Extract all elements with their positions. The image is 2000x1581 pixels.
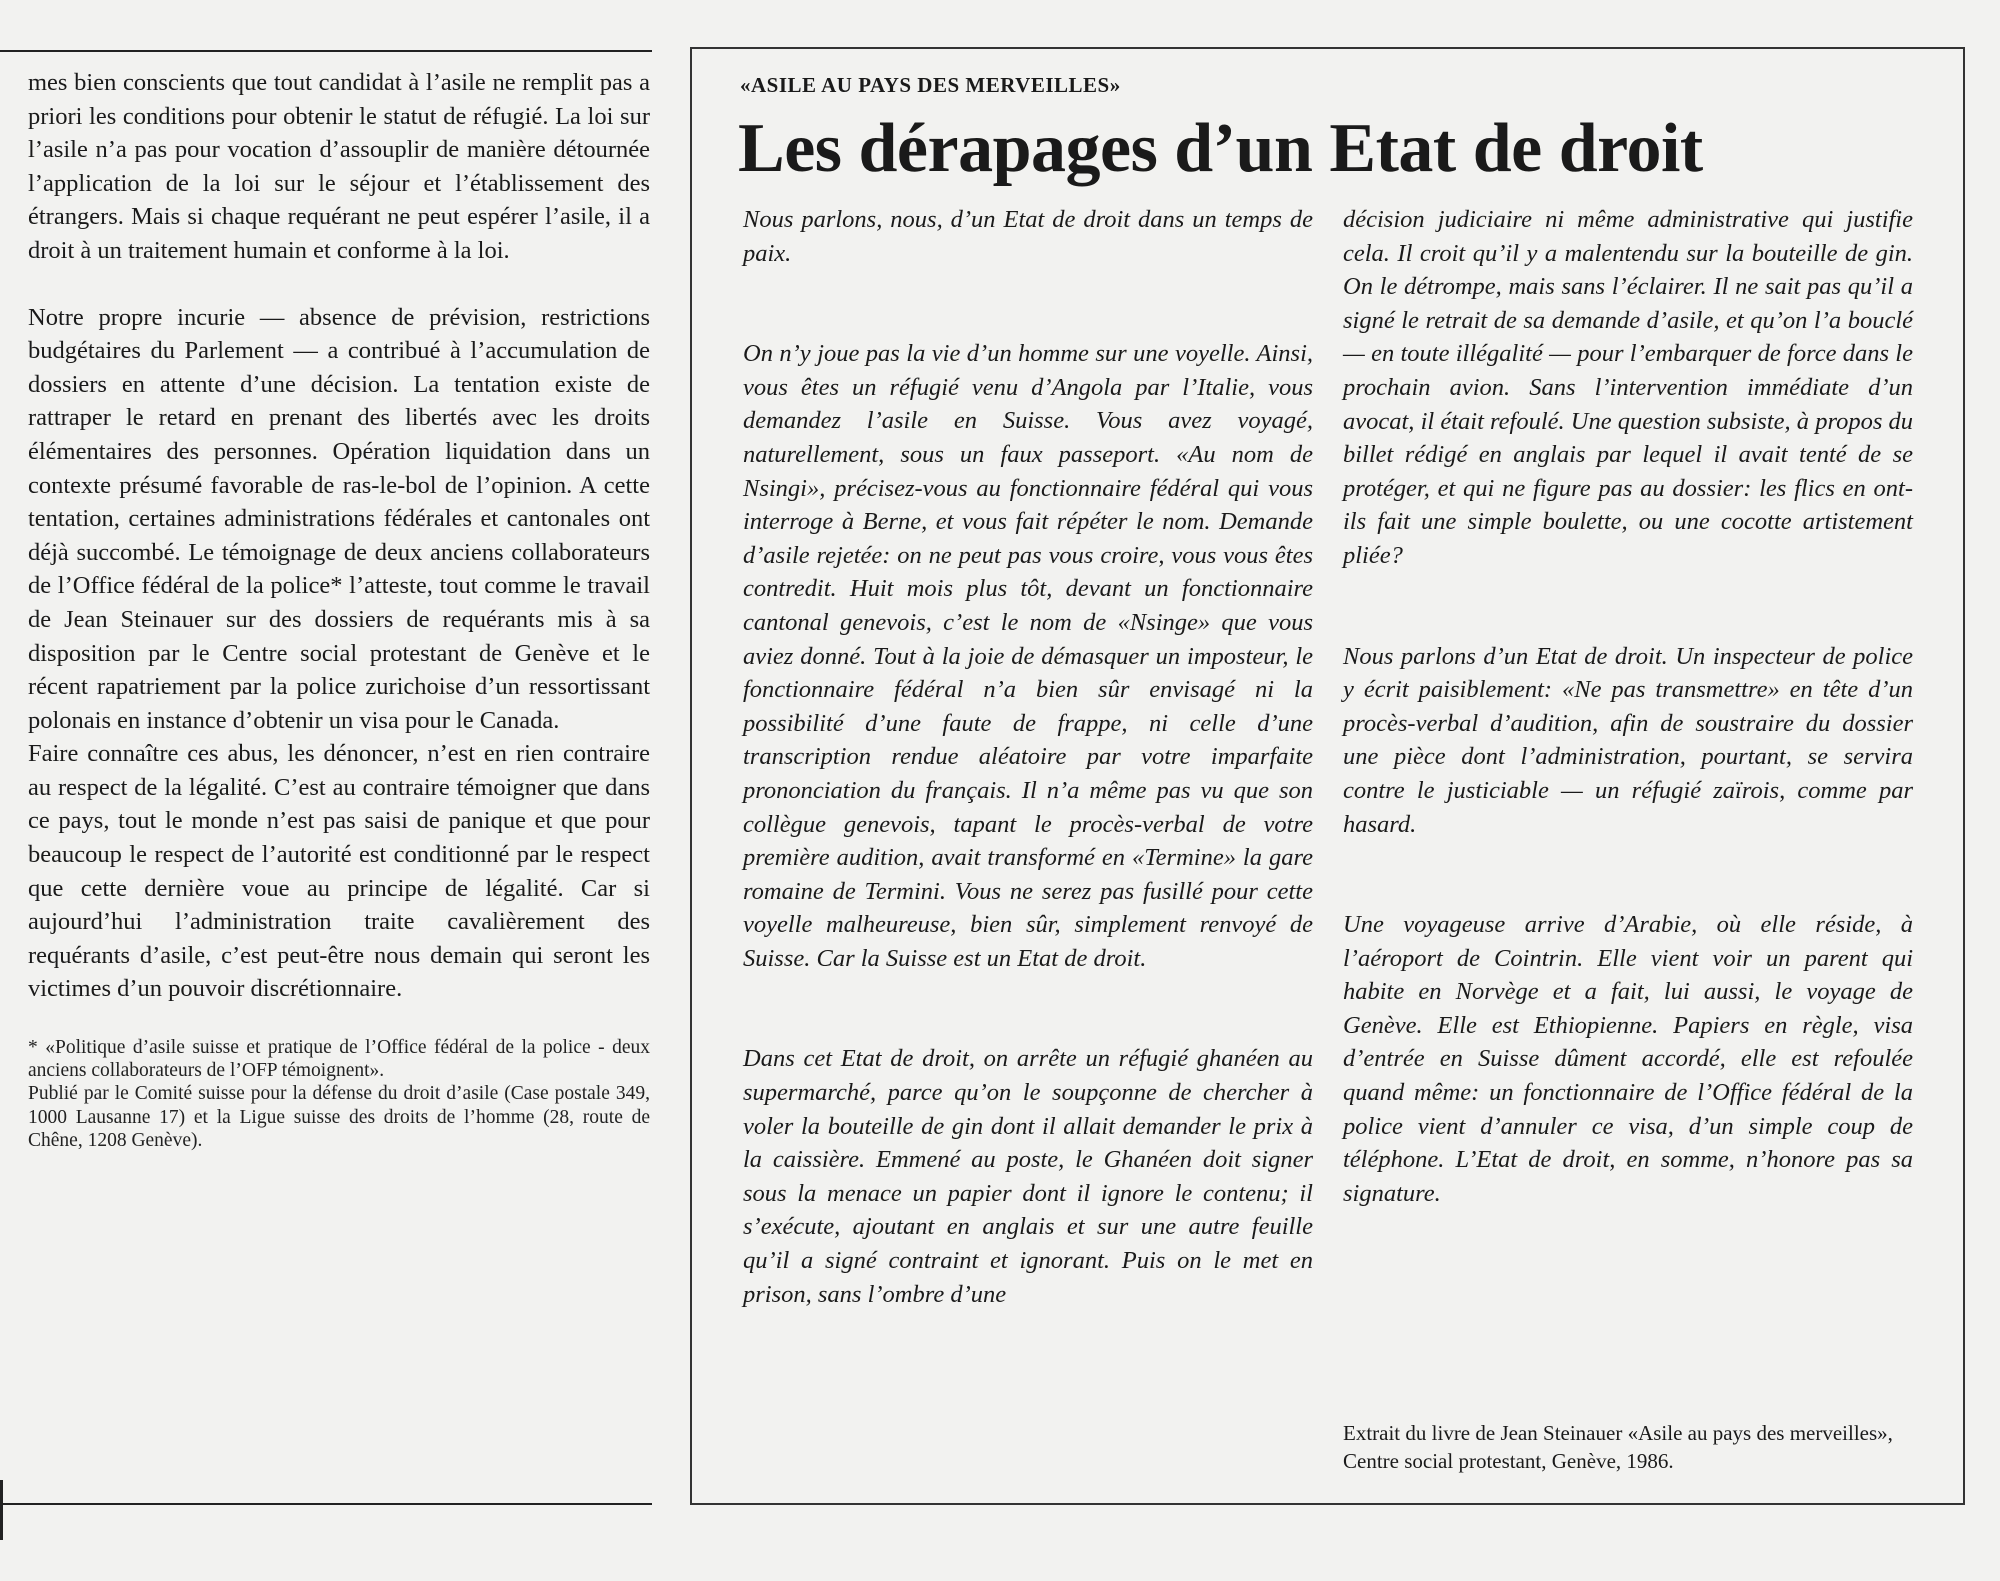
source-citation: Extrait du livre de Jean Steinauer «Asile au pays des merveilles», Centre social protestant, Genève, 1986. <box>1343 1421 1893 1473</box>
footnote <box>28 1036 650 1152</box>
headline: Les dérapages d’un Etat de droit <box>738 110 1703 187</box>
left-bottom-rule <box>0 1503 652 1505</box>
column-a-paragraph-3: Dans cet Etat de droit, on arrête un réfugié ghanéen au supermarché, parce qu’on le soupçonne de chercher à voler la bouteille de gin dont il allait demander le prix à la caissière. Emmené au poste, le Ghanéen doit signer sous la menace un papier dont il ignore le contenu; il s’exécute, ajoutant en anglais et sur une autre feuille qu’il a signé contraint et ignorant. Puis on le met en prison, sans l’ombre d’une <box>743 1045 1313 1308</box>
left-top-rule <box>0 50 652 52</box>
left-edge-rule <box>0 1480 3 1540</box>
column-b-paragraph-3: Une voyageuse arrive d’Arabie, où elle réside, à l’aéroport de Cointrin. Elle vient voir un parent qui habite en Norvège et a fait, lui aussi, le voyage de Genève. Elle est Ethiopienne. Papiers en règle, visa d’entrée en Suisse dûment accordé, elle est refoulée quand même: un fonctionnaire de l’Office fédéral de la police vient d’annuler ce visa, d’un simple coup de téléphone. L’Etat de droit, en somme, n’honore pas sa signature. <box>1343 911 1913 1207</box>
publisher-note: Publié par le Comité suisse pour la défense du droit d’asile (Case postale 349, 1000 Lausanne 17) et la Ligue suisse des droits de l’homme (28, route de Chêne, 1208 Genève). <box>28 1083 650 1151</box>
left-paragraph-3: Faire connaître ces abus, les dénoncer, n’est en rien contraire au respect de la légalité. C’est au contraire témoigner que dans ce pays, tout le monde n’est pas saisi de panique et que pour beaucoup le respect de l’autorité est conditionné par le respect que cette dernière voue au principe de légalité. Car si aujourd’hui l’administration traite cavalièrement des requérants d’asile, c’est peut-être nous demain qui seront les victimes d’un pouvoir discrétionnaire. <box>28 740 650 1003</box>
box-column-a <box>743 203 1313 1311</box>
left-paragraph-1: mes bien conscients que tout candidat à l’asile ne remplit pas a priori les conditions pour obtenir le statut de réfugié. La loi sur l’asile n’a pas pour vocation d’assouplir de manière détournée l’application de la loi sur le séjour et l’établissement des étrangers. Mais si chaque requérant ne peut espérer l’asile, il a droit à un traitement humain et conforme à la loi. <box>28 69 650 264</box>
footnote-text: * «Politique d’asile suisse et pratique de l’Office fédéral de la police - deux anciens collaborateurs de l’OFP témoignent». <box>28 1037 650 1082</box>
column-a-paragraph-1: Nous parlons, nous, d’un Etat de droit dans un temps de paix. <box>743 206 1313 267</box>
column-b-paragraph-2: Nous parlons d’un Etat de droit. Un inspecteur de police y écrit paisiblement: «Ne pas transmettre» en tête d’un procès-verbal d’audition, afin de soustraire du dossier une pièce dont l’administration, pourtant, se servira contre le justiciable — un réfugié zaïrois, comme par hasard. <box>1343 642 1913 838</box>
left-column <box>28 66 650 1152</box>
column-b-paragraph-1: décision judiciaire ni même administrative qui justifie cela. Il croit qu’il y a malentendu sur la bouteille de gin. On le détrompe, mais sans l’éclairer. Il ne sait pas qu’il a signé le retrait de sa demande d’asile, et qu’on l’a bouclé — en toute illégalité — pour l’embarquer de force dans le prochain avion. Sans l’intervention immédiate d’un avocat, il était refoulé. Une question subsiste, à propos du billet rédigé en anglais par lequel il avait tenté de se protéger, et qui ne figure pas au dossier: les flics en ont-ils fait une simple boulette, ou une cocotte artistement pliée? <box>1343 206 1913 569</box>
kicker: «ASILE AU PAYS DES MERVEILLES» <box>740 73 1121 97</box>
column-a-paragraph-2: On n’y joue pas la vie d’un homme sur une voyelle. Ainsi, vous êtes un réfugié venu d’Angola par l’Italie, vous demandez l’asile en Suisse. Vous avez voyagé, naturellement, sous un faux passeport. «Au nom de Nsingi», précisez-vous au fonctionnaire fédéral qui vous interroge à Berne, et vous fait répéter le nom. Demande d’asile rejetée: on ne peut pas vous croire, vous vous êtes contredit. Huit mois plus tôt, devant un fonctionnaire cantonal genevois, c’est le nom de «Nsinge» que vous aviez donné. Tout à la joie de démasquer un imposteur, le fonctionnaire fédéral n’a bien sûr envisagé ni la possibilité d’une faute de frappe, ni celle d’une transcription rendue aléatoire par votre imparfaite prononciation du français. Il n’a même pas vu que son collègue genevois, tapant le procès-verbal de votre première audition, avait transformé en «Termine» la gare romaine de Termini. Vous ne serez pas fusillé pour cette voyelle malheureuse, bien sûr, simplement renvoyé de Suisse. Car la Suisse est un Etat de droit. <box>743 340 1313 972</box>
left-paragraph-2: Notre propre incurie — absence de prévision, restrictions budgétaires du Parlement — a contribué à l’accumulation de dossiers en attente d’une décision. La tentation existe de rattraper le retard en prenant des libertés avec les droits élémentaires des personnes. Opération liquidation dans un contexte présumé favorable de ras-le-bol de l’opinion. A cette tentation, certaines administrations fédérales et cantonales ont déjà succombé. Le témoignage de deux anciens collaborateurs de l’Office fédéral de la police* l’atteste, tout comme le travail de Jean Steinauer sur des dossiers de requérants mis à sa disposition par le Centre social protestant de Genève et le récent rapatriement par la police zurichoise d’un ressortissant polonais en instance d’obtenir un visa pour le Canada. <box>28 303 650 734</box>
box-column-b <box>1343 203 1913 1210</box>
